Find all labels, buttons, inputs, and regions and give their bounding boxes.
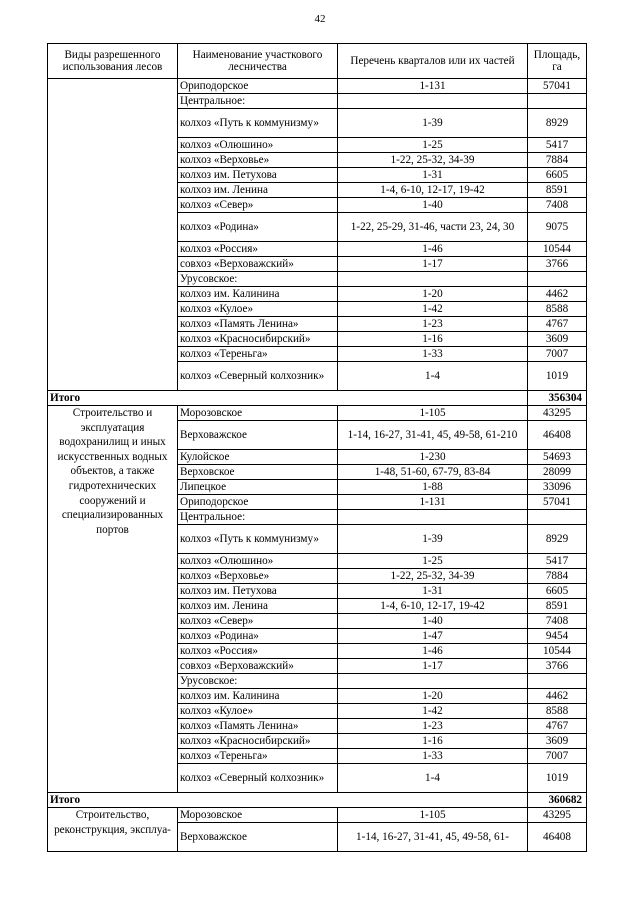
forestry-name-cell: колхоз «Путь к коммунизму» — [178, 109, 338, 138]
forestry-name-cell: колхоз «Красносибирский» — [178, 332, 338, 347]
forestry-name-cell: совхоз «Верховажский» — [178, 659, 338, 674]
quarters-cell: 1-25 — [338, 554, 528, 569]
quarters-cell: 1-23 — [338, 317, 528, 332]
area-cell: 8929 — [528, 525, 587, 554]
forestry-name-cell: колхоз «Верховье» — [178, 569, 338, 584]
quarters-cell: 1-33 — [338, 347, 528, 362]
table-row — [48, 808, 587, 823]
quarters-cell: 1-88 — [338, 480, 528, 495]
area-cell: 5417 — [528, 138, 587, 153]
forestry-name-cell: колхоз «Родина» — [178, 213, 338, 242]
area-cell: 28099 — [528, 465, 587, 480]
quarters-cell: 1-47 — [338, 629, 528, 644]
area-cell: 4767 — [528, 719, 587, 734]
area-cell: 3609 — [528, 734, 587, 749]
quarters-cell: 1-23 — [338, 719, 528, 734]
use-type-cell — [48, 79, 178, 391]
area-cell: 57041 — [528, 79, 587, 94]
quarters-cell: 1-40 — [338, 198, 528, 213]
area-cell: 7007 — [528, 749, 587, 764]
quarters-cell — [338, 94, 528, 109]
forest-use-table — [47, 43, 587, 852]
area-cell: 7007 — [528, 347, 587, 362]
area-cell: 10544 — [528, 242, 587, 257]
forestry-name-cell: колхоз «Россия» — [178, 242, 338, 257]
quarters-cell — [338, 272, 528, 287]
area-cell: 6605 — [528, 584, 587, 599]
total-value: 356304 — [528, 391, 587, 406]
forestry-name-cell: колхоз им. Ленина — [178, 183, 338, 198]
forestry-name-cell: колхоз им. Ленина — [178, 599, 338, 614]
area-cell: 8588 — [528, 302, 587, 317]
quarters-cell: 1-17 — [338, 659, 528, 674]
area-cell: 4462 — [528, 287, 587, 302]
forestry-name-cell: Центральное: — [178, 94, 338, 109]
area-cell — [528, 272, 587, 287]
forestry-name-cell: колхоз им. Петухова — [178, 584, 338, 599]
header-row — [48, 44, 587, 79]
forestry-name-cell: Центральное: — [178, 510, 338, 525]
forestry-name-cell: Урусовское: — [178, 674, 338, 689]
header-area: Площадь, га — [528, 44, 587, 79]
forestry-name-cell: Верховажское — [178, 823, 338, 852]
forestry-name-cell: колхоз «Верховье» — [178, 153, 338, 168]
quarters-cell — [338, 674, 528, 689]
forestry-name-cell: Ориподорское — [178, 495, 338, 510]
forestry-name-cell: колхоз «Северный колхозник» — [178, 362, 338, 391]
area-cell: 7408 — [528, 198, 587, 213]
table-body — [48, 79, 587, 852]
quarters-cell: 1-40 — [338, 614, 528, 629]
table-row — [48, 406, 587, 421]
area-cell: 3766 — [528, 257, 587, 272]
forestry-name-cell: Морозовское — [178, 808, 338, 823]
area-cell: 46408 — [528, 421, 587, 450]
quarters-cell: 1-4 — [338, 764, 528, 793]
forestry-name-cell: Урусовское: — [178, 272, 338, 287]
quarters-cell: 1-48, 51-60, 67-79, 83-84 — [338, 465, 528, 480]
area-cell: 10544 — [528, 644, 587, 659]
forestry-name-cell: колхоз «Север» — [178, 198, 338, 213]
quarters-cell: 1-105 — [338, 406, 528, 421]
header-use-type: Виды разрешенного использования лесов — [48, 44, 178, 79]
area-cell: 8591 — [528, 183, 587, 198]
quarters-cell: 1-16 — [338, 332, 528, 347]
forestry-name-cell: колхоз «Север» — [178, 614, 338, 629]
forestry-name-cell: Кулойское — [178, 450, 338, 465]
quarters-cell: 1-22, 25-29, 31-46, части 23, 24, 30 — [338, 213, 528, 242]
area-cell: 3766 — [528, 659, 587, 674]
area-cell: 5417 — [528, 554, 587, 569]
use-type-cell: Строительство и эксплуатация водохранилищ и иных искусственных водных объектов, а также гидротехнических сооружений и специализированных портов — [48, 406, 178, 793]
forestry-name-cell: колхоз им. Петухова — [178, 168, 338, 183]
quarters-cell: 1-14, 16-27, 31-41, 45, 49-58, 61- — [338, 823, 528, 852]
area-cell: 8588 — [528, 704, 587, 719]
total-label: Итого — [48, 793, 528, 808]
area-cell: 7884 — [528, 569, 587, 584]
area-cell: 1019 — [528, 764, 587, 793]
forestry-name-cell: колхоз им. Калинина — [178, 287, 338, 302]
forestry-name-cell: колхоз «Северный колхозник» — [178, 764, 338, 793]
forestry-name-cell: колхоз «Россия» — [178, 644, 338, 659]
area-cell: 4767 — [528, 317, 587, 332]
forestry-name-cell: совхоз «Верховажский» — [178, 257, 338, 272]
forestry-name-cell: колхоз «Кулое» — [178, 704, 338, 719]
area-cell: 3609 — [528, 332, 587, 347]
area-cell: 57041 — [528, 495, 587, 510]
forestry-name-cell: Ориподорское — [178, 79, 338, 94]
quarters-cell: 1-39 — [338, 109, 528, 138]
quarters-cell: 1-131 — [338, 495, 528, 510]
area-cell: 54693 — [528, 450, 587, 465]
quarters-cell: 1-31 — [338, 168, 528, 183]
quarters-cell: 1-20 — [338, 689, 528, 704]
forestry-name-cell: Морозовское — [178, 406, 338, 421]
area-cell: 43295 — [528, 406, 587, 421]
area-cell: 4462 — [528, 689, 587, 704]
quarters-cell: 1-42 — [338, 302, 528, 317]
quarters-cell — [338, 510, 528, 525]
quarters-cell: 1-14, 16-27, 31-41, 45, 49-58, 61-210 — [338, 421, 528, 450]
area-cell: 8929 — [528, 109, 587, 138]
header-forestry-name: Наименование участкового лесничества — [178, 44, 338, 79]
quarters-cell: 1-4, 6-10, 12-17, 19-42 — [338, 599, 528, 614]
total-row — [48, 391, 587, 406]
forestry-name-cell: колхоз «Тереньга» — [178, 347, 338, 362]
quarters-cell: 1-33 — [338, 749, 528, 764]
forestry-name-cell: колхоз «Олюшино» — [178, 138, 338, 153]
area-cell: 46408 — [528, 823, 587, 852]
area-cell: 33096 — [528, 480, 587, 495]
forestry-name-cell: колхоз «Родина» — [178, 629, 338, 644]
forestry-name-cell: Верховажское — [178, 421, 338, 450]
quarters-cell: 1-105 — [338, 808, 528, 823]
area-cell: 1019 — [528, 362, 587, 391]
total-value: 360682 — [528, 793, 587, 808]
header-quarters: Перечень кварталов или их частей — [338, 44, 528, 79]
area-cell: 43295 — [528, 808, 587, 823]
forestry-name-cell: колхоз «Кулое» — [178, 302, 338, 317]
forestry-name-cell: колхоз «Олюшино» — [178, 554, 338, 569]
area-cell: 7884 — [528, 153, 587, 168]
forestry-name-cell: Верховское — [178, 465, 338, 480]
area-cell — [528, 510, 587, 525]
quarters-cell: 1-131 — [338, 79, 528, 94]
quarters-cell: 1-22, 25-32, 34-39 — [338, 569, 528, 584]
quarters-cell: 1-4 — [338, 362, 528, 391]
quarters-cell: 1-16 — [338, 734, 528, 749]
quarters-cell: 1-46 — [338, 644, 528, 659]
quarters-cell: 1-42 — [338, 704, 528, 719]
area-cell — [528, 674, 587, 689]
area-cell: 9075 — [528, 213, 587, 242]
quarters-cell: 1-22, 25-32, 34-39 — [338, 153, 528, 168]
quarters-cell: 1-4, 6-10, 12-17, 19-42 — [338, 183, 528, 198]
table-row — [48, 79, 587, 94]
quarters-cell: 1-17 — [338, 257, 528, 272]
forestry-name-cell: колхоз «Тереньга» — [178, 749, 338, 764]
forestry-name-cell: колхоз им. Калинина — [178, 689, 338, 704]
area-cell: 6605 — [528, 168, 587, 183]
forestry-name-cell: колхоз «Память Ленина» — [178, 719, 338, 734]
forestry-name-cell: колхоз «Красносибирский» — [178, 734, 338, 749]
area-cell: 7408 — [528, 614, 587, 629]
total-row — [48, 793, 587, 808]
total-label: Итого — [48, 391, 528, 406]
quarters-cell: 1-20 — [338, 287, 528, 302]
quarters-cell: 1-25 — [338, 138, 528, 153]
quarters-cell: 1-39 — [338, 525, 528, 554]
area-cell: 8591 — [528, 599, 587, 614]
quarters-cell: 1-230 — [338, 450, 528, 465]
forestry-name-cell: колхоз «Путь к коммунизму» — [178, 525, 338, 554]
forestry-name-cell: колхоз «Память Ленина» — [178, 317, 338, 332]
forestry-name-cell: Липецкое — [178, 480, 338, 495]
quarters-cell: 1-46 — [338, 242, 528, 257]
use-type-cell: Строительство, реконструкция, эксплуа- — [48, 808, 178, 852]
quarters-cell: 1-31 — [338, 584, 528, 599]
area-cell: 9454 — [528, 629, 587, 644]
page-number: 42 — [314, 13, 326, 25]
area-cell — [528, 94, 587, 109]
